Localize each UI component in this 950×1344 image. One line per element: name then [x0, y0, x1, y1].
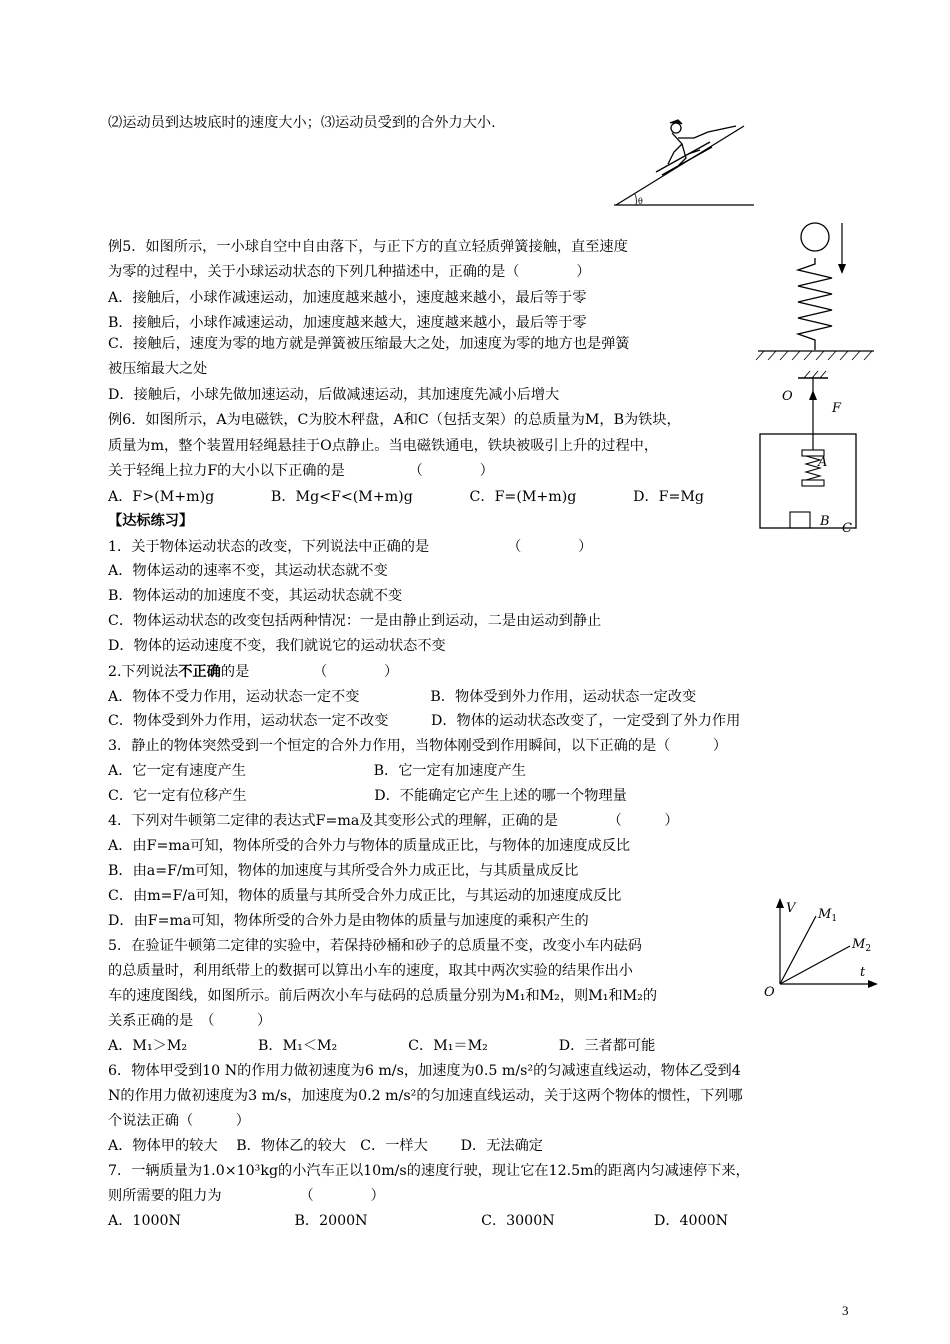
text-line	[108, 662, 398, 682]
ball-spring-figure	[752, 218, 880, 366]
emphasis-span: 不正确	[178, 664, 221, 680]
text-line: C．物体受到外力作用，运动状态一定不改变 D．物体的运动状态改变了，一定受到了外力作用	[108, 713, 741, 729]
text-line: C．物体运动状态的改变包括两种情况：一是由静止到运动，二是由运动到静止	[108, 613, 602, 629]
text-line: ⑵运动员到达坡底时的速度大小；⑶运动员受到的合外力大小.	[108, 115, 496, 131]
text-line: A．它一定有速度产生 B．它一定有加速度产生	[108, 763, 526, 779]
text-line: A．由F=ma可知，物体所受的合外力与物体的质量成正比，与物体的加速度成反比	[108, 838, 631, 854]
text-line: C．由m=F/a可知，物体的质量与其所受合外力成正比，与其运动的加速度成反比	[108, 888, 622, 904]
point-o-label: O	[782, 389, 793, 404]
origin-label: O	[764, 985, 775, 998]
floor-hatch	[756, 351, 872, 360]
t-axis-arrow	[868, 980, 878, 988]
skier-icon	[656, 120, 736, 175]
text-line: 7．一辆质量为1.0×10³kg的小汽车正以10m/s的速度行驶，现让它在12.5m的距离内匀减速停下来，	[108, 1163, 750, 1179]
force-f-label: F	[832, 401, 842, 416]
text-line: A．物体不受力作用，运动状态一定不变 B．物体受到外力作用，运动状态一定改变	[108, 689, 697, 705]
m1-label: $M_1$	[818, 907, 838, 924]
text-line: D．由F=ma可知，物体所受的合外力是由物体的质量与加速度的乘积产生的	[108, 913, 589, 929]
text-line: 则所需要的阻力为 （ ）	[108, 1188, 385, 1204]
text-line: B．由a=F/m可知，物体的加速度与其所受合外力成正比，与其质量成反比	[108, 863, 579, 879]
spring-icon	[798, 258, 832, 350]
ball-icon	[801, 223, 829, 251]
text-line: 例5．如图所示，一小球自空中自由落下，与正下方的直立轻质弹簧接触，直至速度	[108, 239, 628, 255]
frame-c-label: C	[842, 521, 852, 536]
text-line: A．接触后，小球作减速运动，加速度越来越小，速度越来越小，最后等于零	[108, 290, 587, 306]
text-line: 5．在验证牛顿第二定律的实验中，若保持砂桶和砂子的总质量不变，改变小车内砝码	[108, 938, 642, 954]
text-line: 为零的过程中，关于小球运动状态的下列几种描述中，正确的是（ ）	[108, 264, 591, 280]
text-line: 6．物体甲受到10 N的作用力做初速度为6 m/s，加速度为0.5 m/s²的匀减速直线运动，物体乙受到4	[108, 1063, 741, 1079]
skier-slope-figure	[612, 114, 757, 210]
text-span: 2.下列说法	[108, 664, 179, 680]
text-line: 4．下列对牛顿第二定律的表达式F=ma及其变形公式的理解，正确的是 （ ）	[108, 813, 679, 829]
text-line: N的作用力做初速度为3 m/s，加速度为0.2 m/s²的匀加速直线运动，关于这两个物体的惯性，下列哪	[108, 1088, 743, 1104]
text-line: 车的速度图线，如图所示。前后两次小车与砝码的总质量分别为M₁和M₂，则M₁和M₂的	[108, 988, 658, 1004]
text-line: 质量为m，整个装置用轻绳悬挂于O点静止。当电磁铁通电，铁块被吸引上升的过程中，	[108, 438, 659, 454]
block-b-label: B	[820, 514, 830, 529]
text-line: D．物体的运动速度不变，我们就说它的运动状态不变	[108, 638, 446, 654]
page-number: 3	[842, 1303, 849, 1318]
text-line: A．物体运动的速率不变，其运动状态就不变	[108, 563, 388, 579]
text-line: C．接触后，速度为零的地方就是弹簧被压缩最大之处，加速度为零的地方也是弹簧	[108, 336, 630, 352]
v-axis-arrow	[776, 898, 784, 908]
text-line: A．1000N B．2000N C．3000N D．4000N	[108, 1213, 729, 1229]
text-line: C．它一定有位移产生 D．不能确定它产生上述的哪一个物理量	[108, 788, 627, 804]
text-line: A．M₁＞M₂ B．M₁＜M₂ C．M₁＝M₂ D．三者都可能	[108, 1038, 656, 1054]
text-line: D．接触后，小球先做加速运动，后做减速运动，其加速度先减小后增大	[108, 387, 560, 403]
text-line: A．F>(M+m)g B．Mg<F<(M+m)g C．F=(M+m)g D．F=Mg	[108, 489, 704, 505]
text-span: 的是 （ ）	[220, 664, 399, 680]
t-axis-label: t	[860, 965, 866, 980]
v-axis-label: V	[786, 901, 796, 916]
m2-label: $M_2$	[852, 937, 872, 954]
angle-arc	[635, 194, 636, 205]
text-line: 3．静止的物体突然受到一个恒定的合外力作用，当物体刚受到作用瞬间，以下正确的是（ ）	[108, 738, 728, 754]
text-line: B．物体运动的加速度不变，其运动状态就不变	[108, 588, 403, 604]
iron-block-b	[790, 512, 810, 528]
electromagnet-figure	[756, 370, 866, 536]
text-line: 关于轻绳上拉力F的大小以下正确的是 （ ）	[108, 463, 494, 479]
velocity-graph-figure	[758, 894, 882, 998]
magnet-a-label: A	[818, 455, 828, 470]
force-arrow-head	[809, 390, 817, 400]
ceiling-hatch	[804, 371, 826, 378]
text-line: B．接触后，小球作减速运动，加速度越来越大，速度越来越小，最后等于零	[108, 315, 587, 331]
text-line: A．物体甲的较大 B．物体乙的较大 C．一样大 D．无法确定	[108, 1138, 543, 1154]
text-line: 例6．如图所示，A为电磁铁，C为胶木秤盘，A和C（包括支架）的总质量为M，B为铁块，	[108, 412, 681, 428]
text-line: 被压缩最大之处	[108, 361, 208, 377]
text-line: 个说法正确（ ）	[108, 1113, 250, 1129]
arrow-head	[838, 264, 846, 274]
angle-label: θ	[638, 197, 643, 206]
magnet-bottom	[802, 480, 824, 486]
section-heading: 【达标练习】	[108, 513, 194, 529]
text-line: 1．关于物体运动状态的改变，下列说法中正确的是 （ ）	[108, 539, 593, 555]
text-line: 的总质量时，利用纸带上的数据可以算出小车的速度，取其中两次实验的结果作出小	[108, 963, 633, 979]
frame-c	[760, 434, 856, 528]
text-line: 关系正确的是 （ ）	[108, 1013, 272, 1029]
